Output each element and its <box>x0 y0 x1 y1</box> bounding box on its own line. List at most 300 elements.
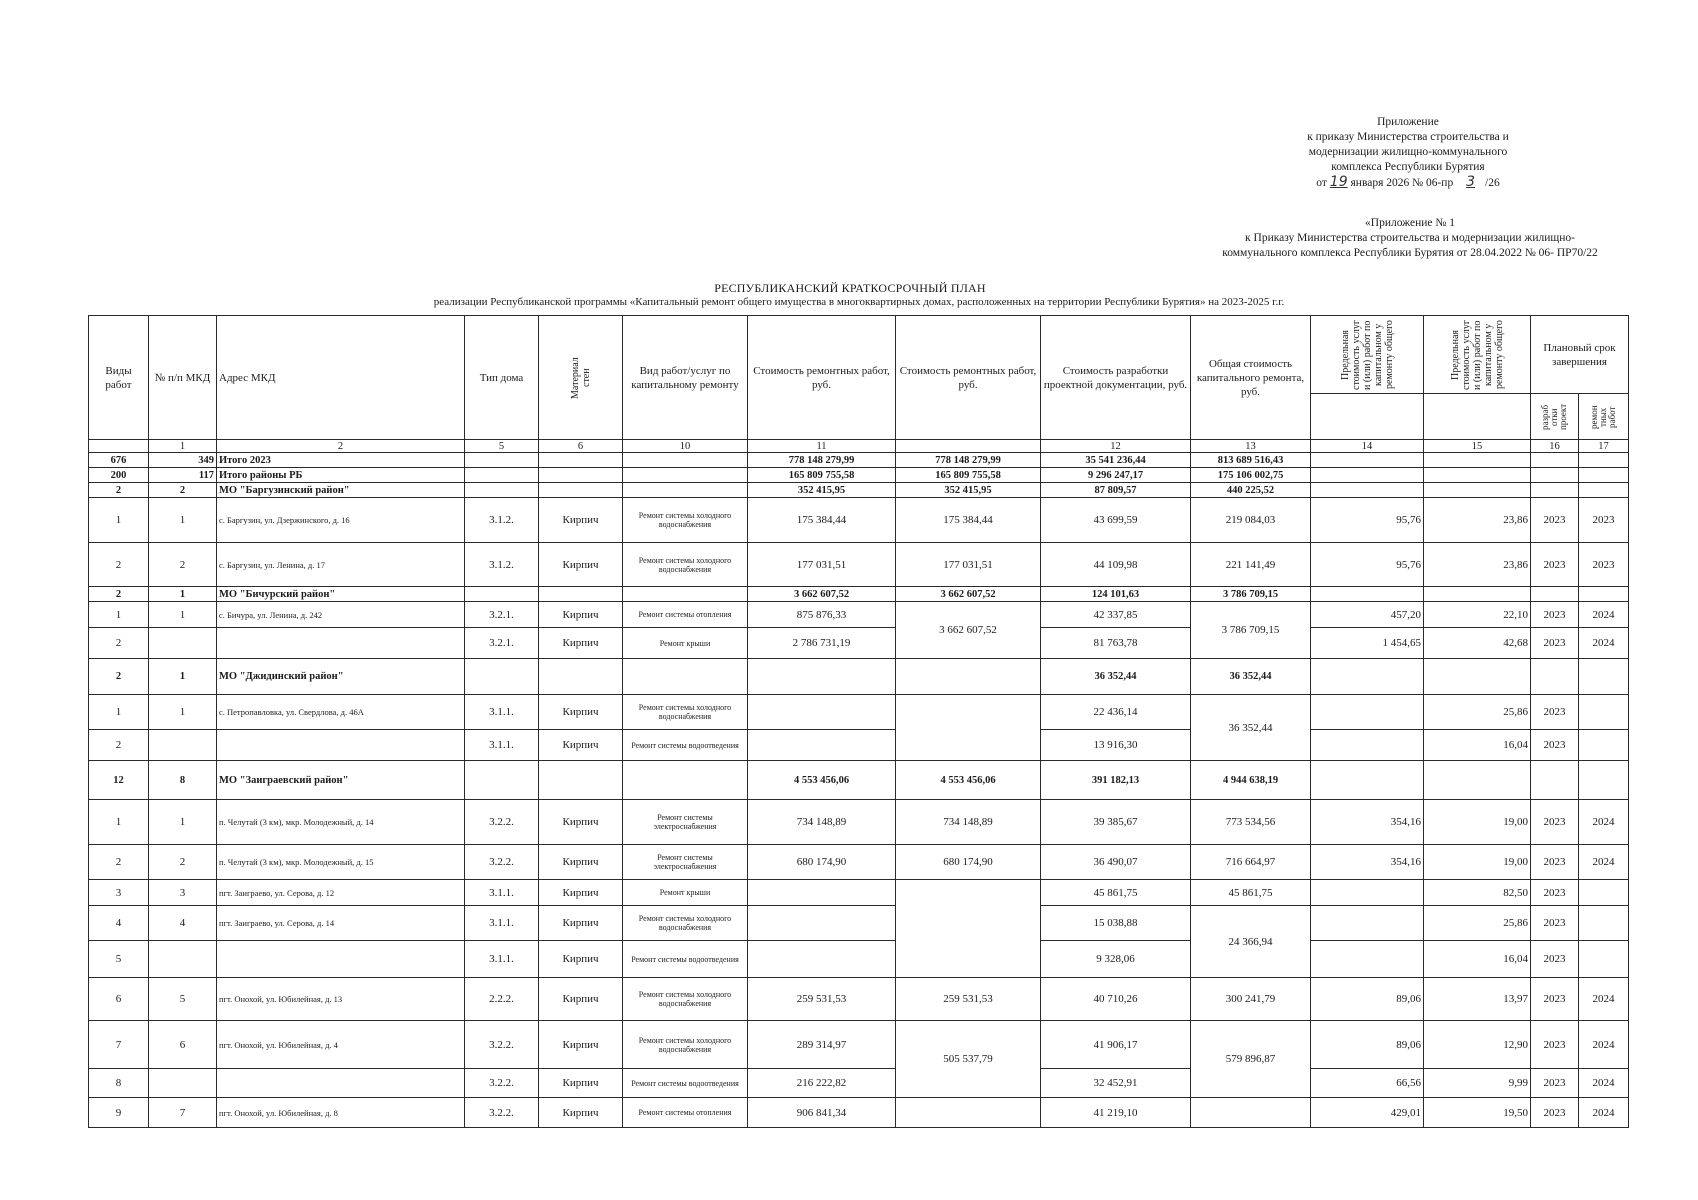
cell: 36 352,44 <box>1191 695 1311 761</box>
cell: Ремонт системы водоотведения <box>623 1069 748 1098</box>
cell: 875 876,33 <box>748 602 896 628</box>
cell <box>1579 483 1629 498</box>
cell: 81 763,78 <box>1041 628 1191 659</box>
cell <box>1311 730 1424 761</box>
cell: 3 786 709,15 <box>1191 602 1311 659</box>
cell: МО "Джидинский район" <box>217 659 465 695</box>
cell: 429,01 <box>1311 1098 1424 1128</box>
cell: 19,00 <box>1424 800 1531 845</box>
cell <box>149 941 217 978</box>
cell <box>896 659 1041 695</box>
cell <box>539 587 623 602</box>
cell: 89,06 <box>1311 1021 1424 1069</box>
group-row <box>89 761 1629 800</box>
cell: Ремонт системы водоотведения <box>623 941 748 978</box>
table-row <box>89 1021 1629 1069</box>
col-header: Стоимость ремонтных работ, руб. <box>896 316 1041 440</box>
table-row <box>89 880 1629 906</box>
cell: 3.2.2. <box>465 1069 539 1098</box>
cell: 87 809,57 <box>1041 483 1191 498</box>
cell <box>748 941 896 978</box>
cell: МО "Баргузинский район" <box>217 483 465 498</box>
cell <box>1579 880 1629 906</box>
cell <box>149 628 217 659</box>
cell: 3 <box>89 880 149 906</box>
cell: 2023 <box>1531 602 1579 628</box>
column-number: 14 <box>1311 440 1424 453</box>
cell: 9,99 <box>1424 1069 1531 1098</box>
cell: Кирпич <box>539 602 623 628</box>
appendix-block <box>1258 115 1558 191</box>
table-row <box>89 978 1629 1021</box>
plan-table <box>88 315 1629 1128</box>
cell <box>623 761 748 800</box>
cell <box>1579 730 1629 761</box>
cell: Кирпич <box>539 800 623 845</box>
cell: Ремонт системы водоотведения <box>623 730 748 761</box>
cell <box>465 468 539 483</box>
appendix1-line: «Приложение № 1 <box>1365 217 1455 229</box>
cell: 221 141,49 <box>1191 543 1311 587</box>
cell: 3.1.1. <box>465 880 539 906</box>
cell <box>539 761 623 800</box>
handwritten-day: 19 <box>1329 174 1348 190</box>
cell: 1 <box>89 800 149 845</box>
cell: 676 <box>89 453 149 468</box>
cell: 2 <box>89 543 149 587</box>
date-suffix: /26 <box>1485 177 1500 189</box>
cell: 2023 <box>1531 543 1579 587</box>
plan-title: РЕСПУБЛИКАНСКИЙ КРАТКОСРОЧНЫЙ ПЛАН <box>714 281 986 295</box>
col-header: Виды работ <box>89 316 149 440</box>
cell <box>1424 659 1531 695</box>
cell <box>1579 468 1629 483</box>
cell: Кирпич <box>539 941 623 978</box>
cell: 3.2.1. <box>465 628 539 659</box>
total-row <box>89 468 1629 483</box>
cell: 12 <box>89 761 149 800</box>
cell: 354,16 <box>1311 845 1424 880</box>
cell: с. Баргузин, ул. Дзержинского, д. 16 <box>217 498 465 543</box>
cell: 42 337,85 <box>1041 602 1191 628</box>
cell: 24 366,94 <box>1191 906 1311 978</box>
cell: 40 710,26 <box>1041 978 1191 1021</box>
cell: 2023 <box>1579 498 1629 543</box>
cell: 2 <box>89 628 149 659</box>
cell: 778 148 279,99 <box>748 453 896 468</box>
cell: 3.1.1. <box>465 695 539 730</box>
cell: 3.1.1. <box>465 906 539 941</box>
cell <box>623 587 748 602</box>
cell: 3.2.2. <box>465 800 539 845</box>
cell: 216 222,82 <box>748 1069 896 1098</box>
cell <box>1579 761 1629 800</box>
cell: 3.1.1. <box>465 941 539 978</box>
appendix-line: к приказу Министерства строительства и <box>1307 131 1509 143</box>
cell: Ремонт системы холодного водоснабжения <box>623 1021 748 1069</box>
cell: 25,86 <box>1424 695 1531 730</box>
header-row <box>89 316 1629 394</box>
cell: 43 699,59 <box>1041 498 1191 543</box>
table-row <box>89 602 1629 628</box>
appendix-line: Приложение <box>1377 116 1439 128</box>
column-number: 12 <box>1041 440 1191 453</box>
cell: 457,20 <box>1311 602 1424 628</box>
cell: Кирпич <box>539 1098 623 1128</box>
col-header: Тип дома <box>465 316 539 440</box>
cell: 3 662 607,52 <box>896 602 1041 659</box>
cell: 5 <box>89 941 149 978</box>
cell <box>1311 880 1424 906</box>
table-row <box>89 906 1629 941</box>
cell: Ремонт системы отопления <box>623 602 748 628</box>
cell: 2 <box>89 659 149 695</box>
cell <box>748 730 896 761</box>
cell <box>465 483 539 498</box>
col-header-empty <box>1311 394 1424 440</box>
cell <box>217 1069 465 1098</box>
cell: 2023 <box>1531 941 1579 978</box>
cell: 8 <box>149 761 217 800</box>
appendix1-line: коммунального комплекса Республики Бурятия от 28.04.2022 № 06- ПР70/22 <box>1222 247 1598 259</box>
cell: 9 328,06 <box>1041 941 1191 978</box>
cell <box>1311 587 1424 602</box>
cell: Ремонт системы отопления <box>623 1098 748 1128</box>
cell: 1 <box>89 695 149 730</box>
cell: 7 <box>89 1021 149 1069</box>
cell: пгт. Онохой, ул. Юбилейная, д. 13 <box>217 978 465 1021</box>
cell: 3 786 709,15 <box>1191 587 1311 602</box>
cell: 2023 <box>1531 730 1579 761</box>
cell <box>149 730 217 761</box>
cell: 175 384,44 <box>748 498 896 543</box>
cell: 8 <box>89 1069 149 1098</box>
cell: 1 <box>89 498 149 543</box>
cell: 354,16 <box>1311 800 1424 845</box>
col-header: Адрес МКД <box>217 316 465 440</box>
cell: 259 531,53 <box>748 978 896 1021</box>
cell: 95,76 <box>1311 543 1424 587</box>
cell: п. Челутай (3 км), мкр. Молодежный, д. 14 <box>217 800 465 845</box>
cell: 6 <box>89 978 149 1021</box>
cell: 16,04 <box>1424 941 1531 978</box>
appendix-line: комплекса Республики Бурятия <box>1331 161 1485 173</box>
cell: 66,56 <box>1311 1069 1424 1098</box>
date-middle: января 2026 № 06-пр <box>1350 177 1454 189</box>
cell <box>623 468 748 483</box>
cell <box>539 468 623 483</box>
col-header: Стоимость разработки проектной документации, руб. <box>1041 316 1191 440</box>
cell: пгт. Заиграево, ул. Серова, д. 12 <box>217 880 465 906</box>
cell: 2 786 731,19 <box>748 628 896 659</box>
cell <box>896 1098 1041 1128</box>
cell: Итого районы РБ <box>217 468 465 483</box>
cell <box>1531 587 1579 602</box>
cell: 4 553 456,06 <box>896 761 1041 800</box>
cell <box>539 453 623 468</box>
cell <box>539 659 623 695</box>
cell <box>1424 761 1531 800</box>
cell: с. Баргузин, ул. Ленина, д. 17 <box>217 543 465 587</box>
cell <box>1311 659 1424 695</box>
appendix-line: модернизации жилищно-коммунального <box>1308 146 1508 158</box>
cell: Кирпич <box>539 1021 623 1069</box>
cell: 9 296 247,17 <box>1041 468 1191 483</box>
table-row <box>89 1098 1629 1128</box>
col-header: № п/п МКД <box>149 316 217 440</box>
cell <box>1579 659 1629 695</box>
cell: 6 <box>149 1021 217 1069</box>
cell <box>1531 761 1579 800</box>
cell: 19,00 <box>1424 845 1531 880</box>
table-row <box>89 730 1629 761</box>
cell <box>1311 695 1424 730</box>
cell <box>1531 453 1579 468</box>
cell <box>748 659 896 695</box>
cell: 2024 <box>1579 845 1629 880</box>
cell: 734 148,89 <box>748 800 896 845</box>
cell: 1 <box>89 602 149 628</box>
appendix1-line: к Приказу Министерства строительства и модернизации жилищно- <box>1245 232 1575 244</box>
cell: 45 861,75 <box>1191 880 1311 906</box>
cell: 36 490,07 <box>1041 845 1191 880</box>
table-row <box>89 941 1629 978</box>
col-header-vertical: ремон тных работ <box>1589 404 1617 429</box>
cell: 1 <box>149 498 217 543</box>
cell: 5 <box>149 978 217 1021</box>
cell: 3.2.2. <box>465 1021 539 1069</box>
cell: 124 101,63 <box>1041 587 1191 602</box>
table-row <box>89 498 1629 543</box>
cell: 3 662 607,52 <box>896 587 1041 602</box>
total-row <box>89 453 1629 468</box>
cell <box>217 730 465 761</box>
cell: 2 <box>89 587 149 602</box>
col-header: Плановый срок завершения <box>1531 316 1629 394</box>
cell: 1 <box>149 587 217 602</box>
cell <box>539 483 623 498</box>
cell: 2 <box>149 543 217 587</box>
cell: 3 662 607,52 <box>748 587 896 602</box>
cell: 2024 <box>1579 1021 1629 1069</box>
cell: Кирпич <box>539 730 623 761</box>
cell: 2 <box>149 483 217 498</box>
table-row <box>89 1069 1629 1098</box>
cell: Итого 2023 <box>217 453 465 468</box>
cell: 2 <box>89 730 149 761</box>
cell <box>1311 941 1424 978</box>
cell: 25,86 <box>1424 906 1531 941</box>
cell: 716 664,97 <box>1191 845 1311 880</box>
cell: 349 <box>149 453 217 468</box>
column-number: 1 <box>149 440 217 453</box>
cell: 734 148,89 <box>896 800 1041 845</box>
col-header-vertical: Предельная стоимость услуг и (или) работ по капитальном у ремонту общего <box>1339 319 1395 390</box>
cell: 1 <box>149 800 217 845</box>
cell <box>465 659 539 695</box>
cell: 2 <box>149 845 217 880</box>
cell: 4 <box>89 906 149 941</box>
column-number: 11 <box>748 440 896 453</box>
cell <box>1579 453 1629 468</box>
cell: 219 084,03 <box>1191 498 1311 543</box>
cell: 44 109,98 <box>1041 543 1191 587</box>
col-header-vertical: разраб отки проект <box>1540 403 1568 430</box>
group-row <box>89 587 1629 602</box>
cell: 3.2.2. <box>465 1098 539 1128</box>
column-number: 16 <box>1531 440 1579 453</box>
cell: 200 <box>89 468 149 483</box>
col-header: Вид работ/услуг по капитальному ремонту <box>623 316 748 440</box>
cell: Кирпич <box>539 978 623 1021</box>
cell: 289 314,97 <box>748 1021 896 1069</box>
cell: 22,10 <box>1424 602 1531 628</box>
cell: 579 896,87 <box>1191 1021 1311 1098</box>
column-number-row <box>89 440 1629 453</box>
cell: Кирпич <box>539 498 623 543</box>
cell: Ремонт системы электроснабжения <box>623 845 748 880</box>
cell <box>623 659 748 695</box>
cell: 36 352,44 <box>1041 659 1191 695</box>
cell: 2023 <box>1531 1069 1579 1098</box>
col-header <box>1424 316 1531 394</box>
cell: 165 809 755,58 <box>748 468 896 483</box>
cell: 1 454,65 <box>1311 628 1424 659</box>
cell: Ремонт системы холодного водоснабжения <box>623 498 748 543</box>
cell <box>1424 483 1531 498</box>
column-number <box>896 440 1041 453</box>
cell: 7 <box>149 1098 217 1128</box>
cell: Ремонт системы холодного водоснабжения <box>623 906 748 941</box>
cell <box>217 941 465 978</box>
cell: 259 531,53 <box>896 978 1041 1021</box>
cell: 39 385,67 <box>1041 800 1191 845</box>
cell: 15 038,88 <box>1041 906 1191 941</box>
cell: 2023 <box>1531 800 1579 845</box>
cell: 3.2.2. <box>465 845 539 880</box>
cell <box>1579 906 1629 941</box>
cell: 352 415,95 <box>896 483 1041 498</box>
cell: 3.1.2. <box>465 543 539 587</box>
cell: 2024 <box>1579 800 1629 845</box>
cell: 13 916,30 <box>1041 730 1191 761</box>
column-number <box>89 440 149 453</box>
cell: МО "Заиграевский район" <box>217 761 465 800</box>
cell <box>465 587 539 602</box>
cell: 352 415,95 <box>748 483 896 498</box>
cell <box>1531 468 1579 483</box>
cell <box>1424 587 1531 602</box>
cell: 23,86 <box>1424 498 1531 543</box>
table-row <box>89 800 1629 845</box>
cell: Ремонт системы холодного водоснабжения <box>623 695 748 730</box>
cell: 36 352,44 <box>1191 659 1311 695</box>
group-row <box>89 483 1629 498</box>
cell: 2023 <box>1531 1098 1579 1128</box>
cell: 23,86 <box>1424 543 1531 587</box>
cell: 22 436,14 <box>1041 695 1191 730</box>
cell: 42,68 <box>1424 628 1531 659</box>
cell: 32 452,91 <box>1041 1069 1191 1098</box>
cell: 1 <box>149 659 217 695</box>
cell <box>1531 659 1579 695</box>
plan-subtitle: реализации Республиканской программы «Капитальный ремонт общего имущества в многоквартирных домах, расположенных на территории Республики Бурятия» на 2023-2025 г.г. <box>433 296 1285 308</box>
cell <box>1311 906 1424 941</box>
cell <box>1311 483 1424 498</box>
cell: 95,76 <box>1311 498 1424 543</box>
cell: пгт. Онохой, ул. Юбилейная, д. 8 <box>217 1098 465 1128</box>
date-prefix: от <box>1316 177 1327 189</box>
cell: Кирпич <box>539 628 623 659</box>
column-number: 6 <box>539 440 623 453</box>
cell <box>217 628 465 659</box>
table-row <box>89 695 1629 730</box>
cell: 2023 <box>1531 880 1579 906</box>
cell <box>465 453 539 468</box>
column-number: 17 <box>1579 440 1629 453</box>
col-header-vertical: Материал стен <box>569 356 592 399</box>
cell: Ремонт крыши <box>623 880 748 906</box>
cell <box>1311 761 1424 800</box>
cell: 2023 <box>1531 628 1579 659</box>
cell: 2024 <box>1579 978 1629 1021</box>
cell: 2 <box>89 845 149 880</box>
cell <box>1191 1098 1311 1128</box>
cell: 117 <box>149 468 217 483</box>
col-header: Общая стоимость капитального ремонта, руб. <box>1191 316 1311 440</box>
cell <box>1424 453 1531 468</box>
cell: 2024 <box>1579 1098 1629 1128</box>
col-header <box>1531 394 1579 440</box>
cell: Ремонт системы электроснабжения <box>623 800 748 845</box>
col-header <box>1311 316 1424 394</box>
cell <box>623 453 748 468</box>
appendix-date <box>1258 175 1558 191</box>
cell: 505 537,79 <box>896 1021 1041 1098</box>
cell <box>623 483 748 498</box>
cell: 773 534,56 <box>1191 800 1311 845</box>
col-header-empty <box>1424 394 1531 440</box>
cell: 165 809 755,58 <box>896 468 1041 483</box>
col-header <box>1579 394 1629 440</box>
cell: пгт. Онохой, ул. Юбилейная, д. 4 <box>217 1021 465 1069</box>
column-number: 5 <box>465 440 539 453</box>
cell: с. Петропавловка, ул. Свердлова, д. 46А <box>217 695 465 730</box>
cell: 16,04 <box>1424 730 1531 761</box>
cell: с. Бичура, ул. Ленина, д. 242 <box>217 602 465 628</box>
col-header <box>539 316 623 440</box>
cell: 1 <box>149 602 217 628</box>
cell: Кирпич <box>539 543 623 587</box>
cell <box>896 695 1041 761</box>
cell: 41 219,10 <box>1041 1098 1191 1128</box>
cell: пгт. Заиграево, ул. Серова, д. 14 <box>217 906 465 941</box>
cell: Кирпич <box>539 880 623 906</box>
cell: 440 225,52 <box>1191 483 1311 498</box>
appendix1-block <box>1180 216 1640 261</box>
table-row <box>89 628 1629 659</box>
cell: 3.1.1. <box>465 730 539 761</box>
cell: Кирпич <box>539 1069 623 1098</box>
cell: 2 <box>89 483 149 498</box>
cell: 2023 <box>1531 906 1579 941</box>
cell: 2023 <box>1531 978 1579 1021</box>
cell: 1 <box>149 695 217 730</box>
cell: МО "Бичурский район" <box>217 587 465 602</box>
cell: 13,97 <box>1424 978 1531 1021</box>
column-number: 13 <box>1191 440 1311 453</box>
cell: Кирпич <box>539 906 623 941</box>
